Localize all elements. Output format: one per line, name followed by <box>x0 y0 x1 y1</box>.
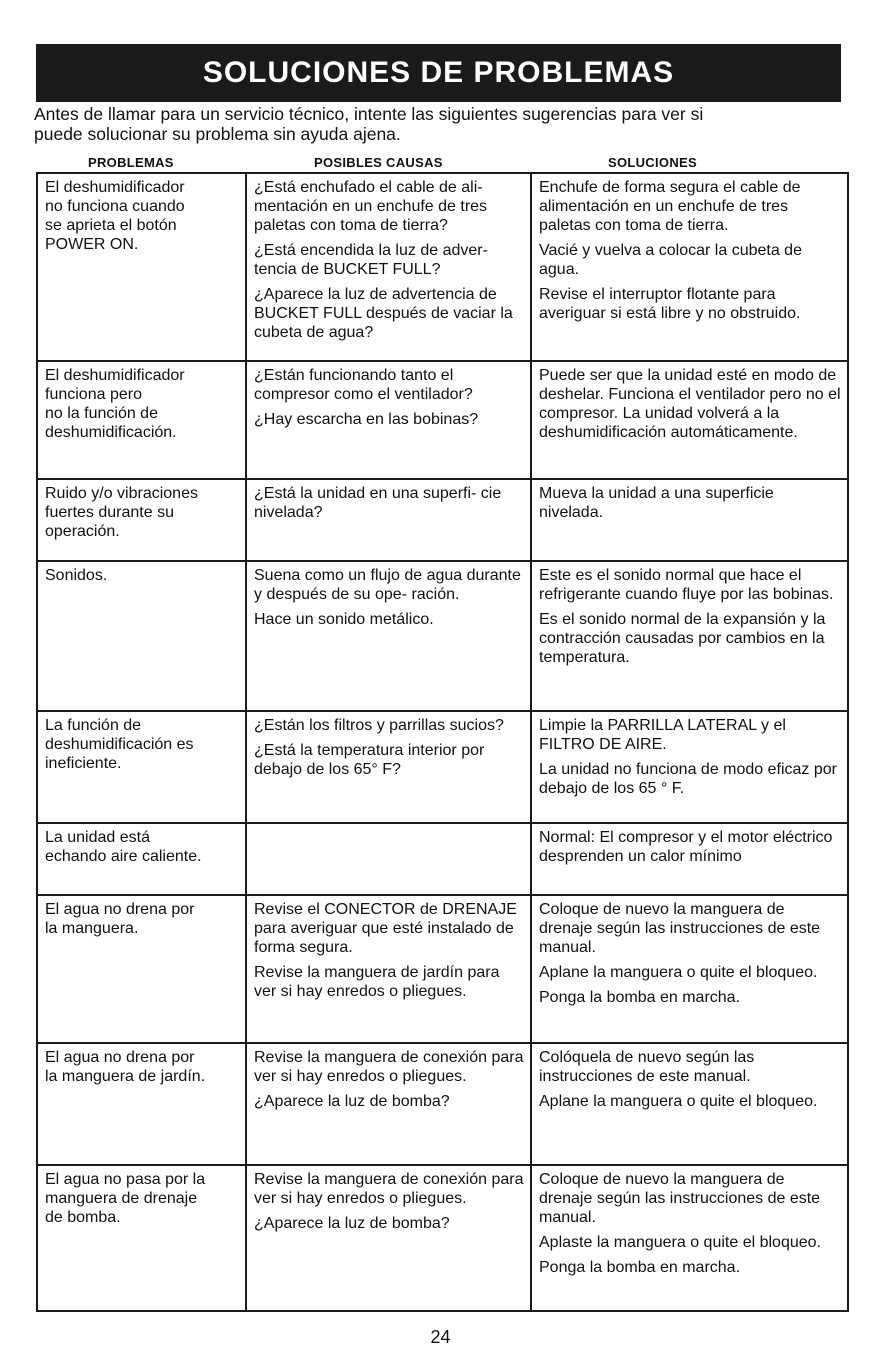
cause-text: ¿Está la temperatura interior por debajo de los 65° F? <box>254 742 485 778</box>
cause-text: ¿Aparece la luz de advertencia de BUCKET FULL después de vaciar la cubeta de agua? <box>254 286 513 341</box>
solution-cell <box>531 173 848 361</box>
solution-text: Colóquela de nuevo según las instrucciones de este manual. <box>539 1049 755 1085</box>
problem-line: se aprieta el botón <box>45 217 177 234</box>
cause-cell <box>246 1043 531 1165</box>
solution-cell <box>531 561 848 711</box>
cause-cell <box>246 479 531 561</box>
page-title: SOLUCIONES DE PROBLEMAS <box>202 56 675 89</box>
cause-cell <box>246 561 531 711</box>
problem-cell <box>37 173 246 361</box>
cause-text: Revise la manguera de jardín para ver si hay enredos o pliegues. <box>254 964 500 1000</box>
solution-text: Este es el sonido normal que hace el refrigerante cuando fluye por las bobinas. <box>539 567 834 603</box>
table-row <box>37 1043 848 1165</box>
problem-cell <box>37 711 246 823</box>
cause-text: ¿Están los filtros y parrillas sucios? <box>254 717 504 734</box>
cause-text: ¿Están funcionando tanto el compresor como el ventilador? <box>254 367 473 403</box>
solution-text: Vacié y vuelva a colocar la cubeta de agua. <box>539 242 802 278</box>
cause-cell <box>246 173 531 361</box>
problem-line: El deshumidificador <box>45 179 185 196</box>
solution-cell <box>531 479 848 561</box>
problem-line: Ruido y/o vibraciones <box>45 485 198 502</box>
problem-line: la manguera. <box>45 920 139 937</box>
cause-cell <box>246 361 531 479</box>
problem-line: operación. <box>45 523 120 540</box>
cause-text: Revise el CONECTOR de DRENAJE para averiguar que esté instalado de forma segura. <box>254 901 517 956</box>
problem-line: POWER ON. <box>45 236 139 253</box>
cause-text: Revise la manguera de conexión para ver si hay enredos o pliegues. <box>254 1049 524 1085</box>
solution-text: Mueva la unidad a una superficie nivelada. <box>539 485 774 521</box>
solution-text: La unidad no funciona de modo eficaz por debajo de los 65 ° F. <box>539 761 837 797</box>
problem-line: deshumidificación. <box>45 424 177 441</box>
solution-cell <box>531 711 848 823</box>
solution-cell <box>531 823 848 895</box>
table-row <box>37 823 848 895</box>
problem-cell <box>37 361 246 479</box>
problem-line: la manguera de jardín. <box>45 1068 206 1085</box>
solution-text: Aplane la manguera o quite el bloqueo. <box>539 1093 818 1110</box>
problem-cell <box>37 1165 246 1311</box>
table-row <box>37 1165 848 1311</box>
solution-text: Ponga la bomba en marcha. <box>539 1259 741 1276</box>
table-row <box>37 173 848 361</box>
column-header-causes: POSIBLES CAUSAS <box>314 155 443 170</box>
problem-cell <box>37 561 246 711</box>
cause-text: ¿Aparece la luz de bomba? <box>254 1093 450 1110</box>
intro-text <box>34 104 844 144</box>
table-row <box>37 711 848 823</box>
cause-cell <box>246 711 531 823</box>
problem-line: El agua no drena por <box>45 1049 195 1066</box>
cause-cell <box>246 895 531 1043</box>
solution-text: Es el sonido normal de la expansión y la contracción causadas por cambios en la temperatura. <box>539 611 826 666</box>
problem-cell <box>37 1043 246 1165</box>
solution-text: Puede ser que la unidad esté en modo de deshelar. Funciona el ventilador pero no el compresor. La unidad volverá a la deshumidificación automáticamente. <box>539 367 841 441</box>
cause-cell <box>246 823 531 895</box>
problem-line: echando aire caliente. <box>45 848 202 865</box>
table-row <box>37 479 848 561</box>
solution-cell <box>531 895 848 1043</box>
column-header-solutions: SOLUCIONES <box>608 155 697 170</box>
cause-text: ¿Aparece la luz de bomba? <box>254 1215 450 1232</box>
cause-cell <box>246 1165 531 1311</box>
column-header-problems: PROBLEMAS <box>88 155 174 170</box>
cause-text: ¿Está encendida la luz de adver- tencia de BUCKET FULL? <box>254 242 488 278</box>
problem-line: no funciona cuando <box>45 198 185 215</box>
solution-text: Coloque de nuevo la manguera de drenaje según las instrucciones de este manual. <box>539 901 821 956</box>
solution-text: Ponga la bomba en marcha. <box>539 989 741 1006</box>
problem-line: La unidad está <box>45 829 150 846</box>
problem-line: El agua no drena por <box>45 901 195 918</box>
solution-cell <box>531 1165 848 1311</box>
cause-text: Hace un sonido metálico. <box>254 611 434 628</box>
problem-cell <box>37 895 246 1043</box>
solution-text: Aplaste la manguera o quite el bloqueo. <box>539 1234 821 1251</box>
problem-line: fuertes durante su <box>45 504 174 521</box>
solution-text: Aplane la manguera o quite el bloqueo. <box>539 964 818 981</box>
title-banner <box>36 44 841 102</box>
cause-text: Suena como un flujo de agua durante y después de su ope- ración. <box>254 567 521 603</box>
problem-line: manguera de drenaje <box>45 1190 198 1207</box>
table-row <box>37 561 848 711</box>
table-row <box>37 361 848 479</box>
solution-cell <box>531 361 848 479</box>
problem-line: ineficiente. <box>45 755 122 772</box>
cause-text: ¿Está enchufado el cable de ali- mentación en un enchufe de tres paletas con toma de tierra? <box>254 179 488 234</box>
solution-text: Revise el interruptor flotante para averiguar si está libre y no obstruido. <box>539 286 801 322</box>
problem-line: de bomba. <box>45 1209 121 1226</box>
cause-text: ¿Hay escarcha en las bobinas? <box>254 411 479 428</box>
problem-line: funciona pero <box>45 386 142 403</box>
solution-text: Enchufe de forma segura el cable de alimentación en un enchufe de tres paletas con toma de tierra. <box>539 179 801 234</box>
solution-text: Normal: El compresor y el motor eléctrico desprenden un calor mínimo <box>539 829 833 865</box>
page-number: 24 <box>430 1327 451 1347</box>
cause-text: Revise la manguera de conexión para ver si hay enredos o pliegues. <box>254 1171 524 1207</box>
intro-line: puede solucionar su problema sin ayuda ajena. <box>34 124 401 144</box>
problem-line: no la función de <box>45 405 158 422</box>
troubleshooting-table <box>36 172 849 1312</box>
problem-line: El deshumidificador <box>45 367 185 384</box>
problem-line: deshumidificación es <box>45 736 194 753</box>
problem-line: La función de <box>45 717 142 734</box>
problem-line: Sonidos. <box>45 567 108 584</box>
problem-cell <box>37 823 246 895</box>
cause-text: ¿Está la unidad en una superfi- cie nivelada? <box>254 485 502 521</box>
problem-cell <box>37 479 246 561</box>
intro-line: Antes de llamar para un servicio técnico, intente las siguientes sugerencias para ver si <box>34 104 704 124</box>
problem-line: El agua no pasa por la <box>45 1171 206 1188</box>
solution-text: Coloque de nuevo la manguera de drenaje según las instrucciones de este manual. <box>539 1171 821 1226</box>
solution-cell <box>531 1043 848 1165</box>
solution-text: Limpie la PARRILLA LATERAL y el FILTRO DE AIRE. <box>539 717 786 753</box>
table-row <box>37 895 848 1043</box>
